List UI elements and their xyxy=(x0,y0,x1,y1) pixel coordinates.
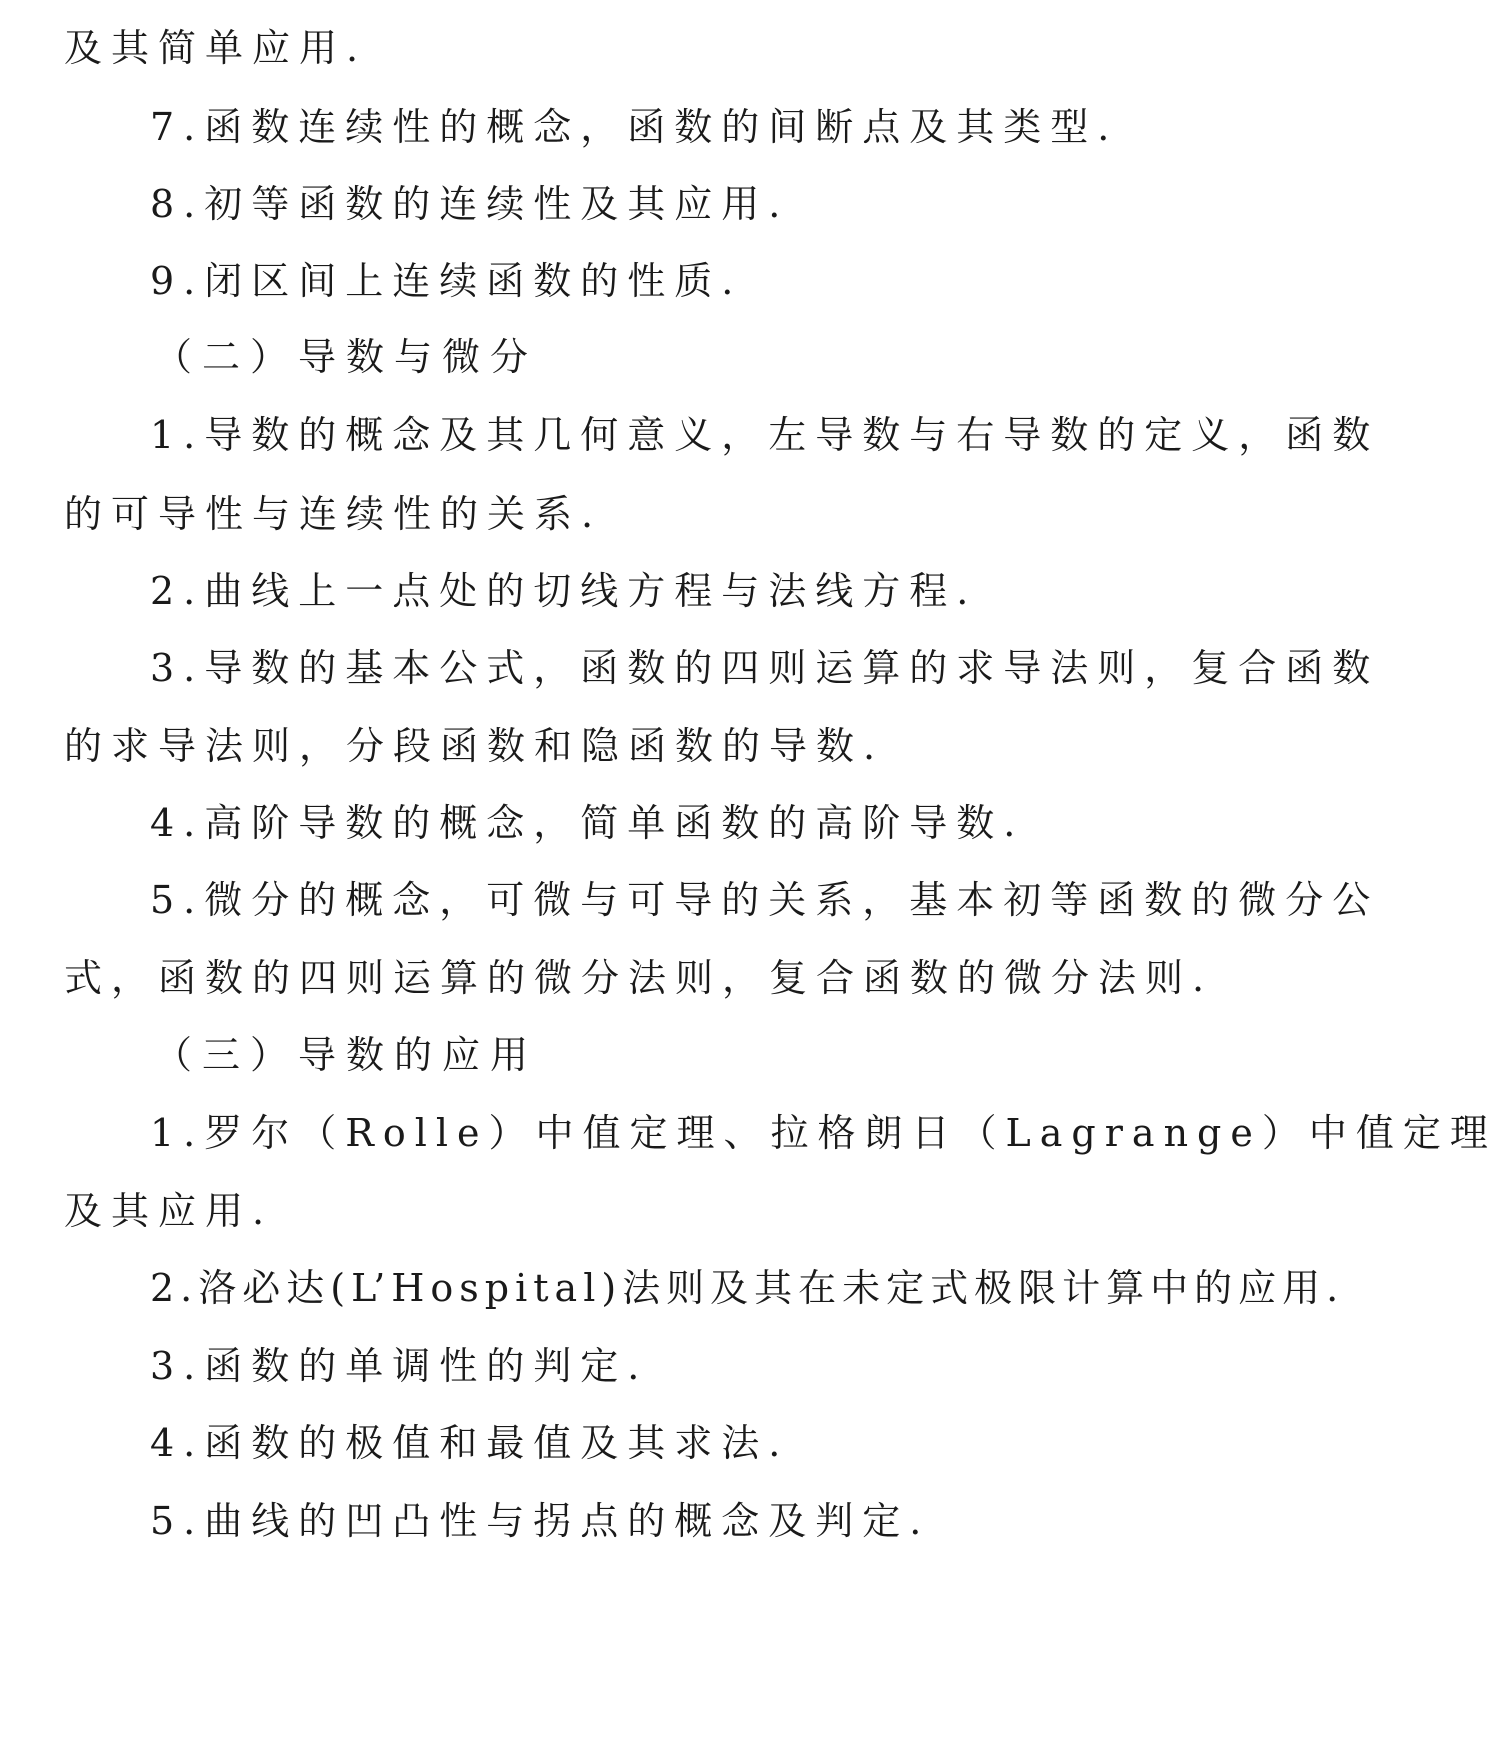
list-item: 4.函数的极值和最值及其求法. xyxy=(150,1421,790,1465)
text-line: 及其应用. xyxy=(64,1189,274,1233)
list-item: 2.洛必达(L’Hospital)法则及其在未定式极限计算中的应用. xyxy=(150,1266,1345,1310)
list-item: 8.初等函数的连续性及其应用. xyxy=(150,182,790,226)
text-line: 的可导性与连续性的关系. xyxy=(64,492,603,536)
text-line: 及其简单应用. xyxy=(64,26,368,70)
section-heading: （三）导数的应用 xyxy=(154,1033,539,1077)
text-line: 的求导法则，分段函数和隐函数的导数. xyxy=(64,724,885,768)
section-heading: （二）导数与微分 xyxy=(154,335,539,379)
list-item: 2.曲线上一点处的切线方程与法线方程. xyxy=(150,569,978,613)
list-item: 7.函数连续性的概念，函数的间断点及其类型. xyxy=(150,105,1119,149)
list-item: 3.函数的单调性的判定. xyxy=(150,1344,649,1388)
list-item: 4.高阶导数的概念，简单函数的高阶导数. xyxy=(150,801,1025,845)
list-item: 1.罗尔（Rolle）中值定理、拉格朗日（Lagrange）中值定理 xyxy=(150,1111,1497,1155)
list-item: 5.微分的概念，可微与可导的关系，基本初等函数的微分公 xyxy=(150,878,1380,922)
text-line: 式，函数的四则运算的微分法则，复合函数的微分法则. xyxy=(64,956,1214,1000)
list-item: 3.导数的基本公式，函数的四则运算的求导法则，复合函数 xyxy=(150,646,1380,690)
list-item: 9.闭区间上连续函数的性质. xyxy=(150,259,743,303)
list-item: 1.导数的概念及其几何意义，左导数与右导数的定义，函数 xyxy=(150,413,1380,457)
list-item: 5.曲线的凹凸性与拐点的概念及判定. xyxy=(150,1499,931,1543)
